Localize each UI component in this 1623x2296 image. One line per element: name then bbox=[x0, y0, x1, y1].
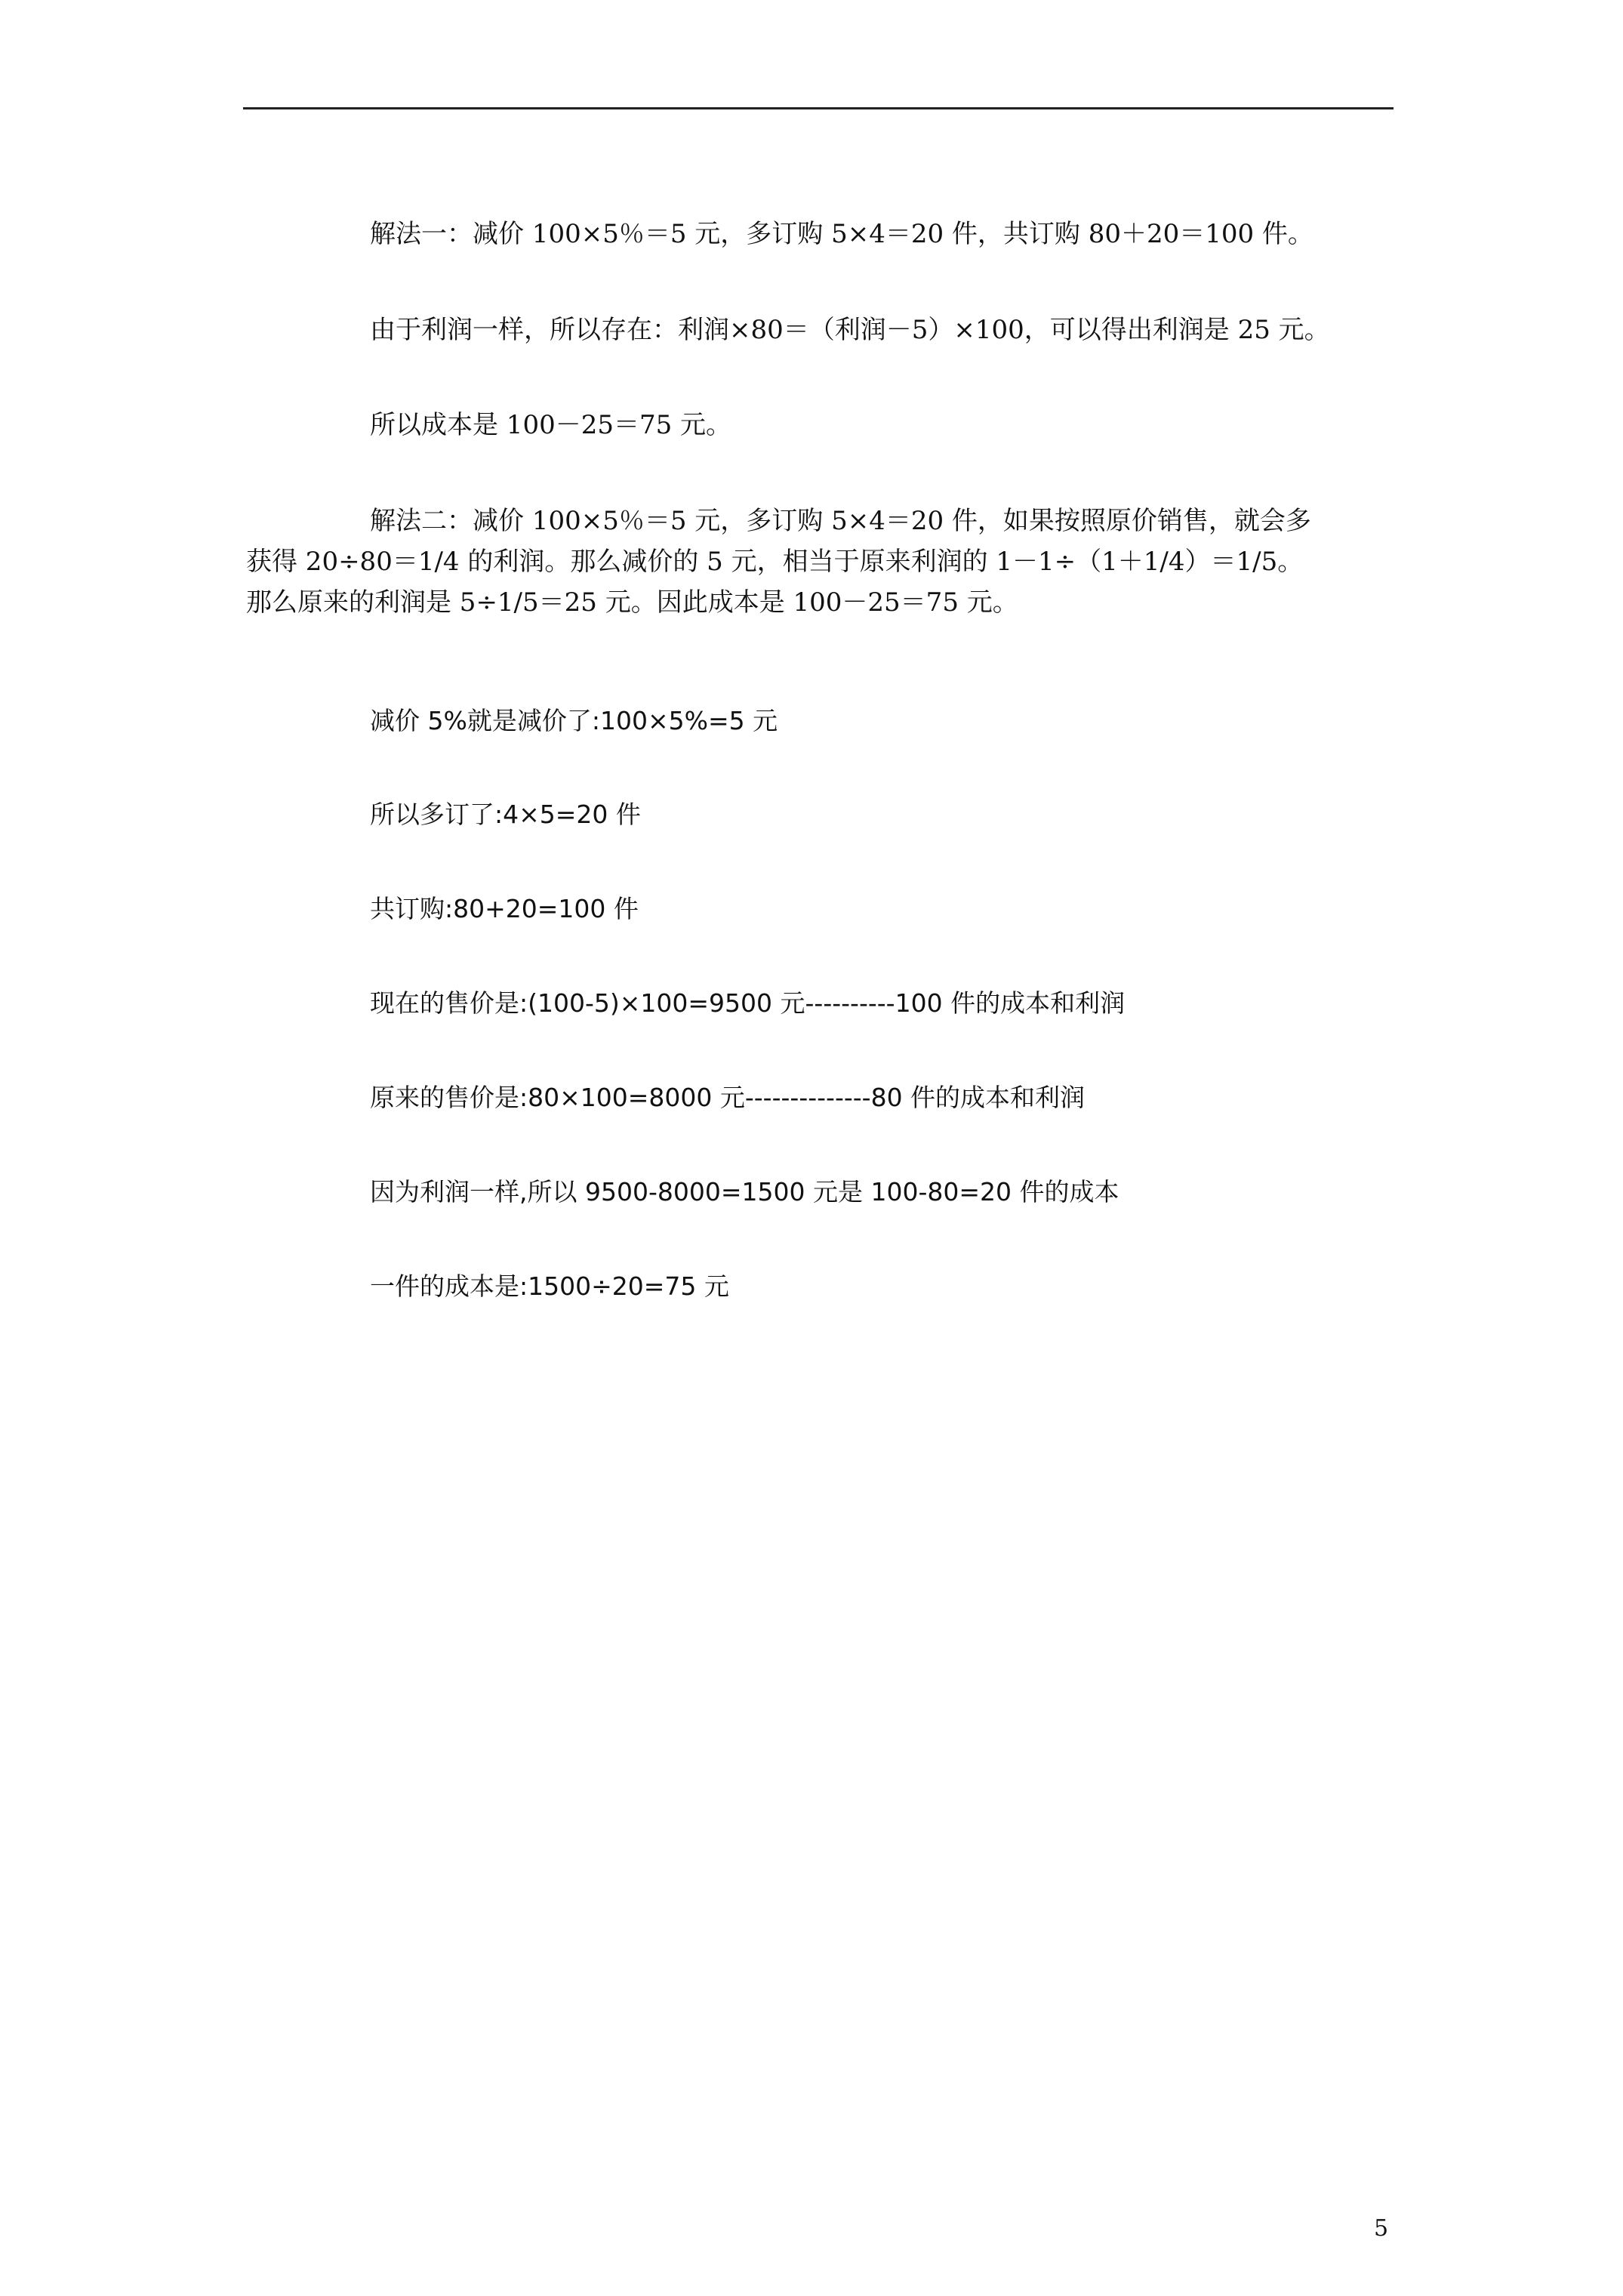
step-current-price: 现在的售价是:(100-5)×100=9500 元----------100 件的成本和利润 bbox=[370, 988, 1126, 1018]
method-two-line: 获得 20÷80＝1/4 的利润。那么减价的 5 元，相当于原来利润的 1－1÷（1＋1/4）＝1/5。 bbox=[246, 547, 1304, 577]
step-discount: 减价 5%就是减价了:100×5%=5 元 bbox=[370, 706, 778, 735]
step-total-order: 共订购:80+20=100 件 bbox=[370, 894, 639, 923]
header-rule bbox=[243, 107, 1394, 109]
step-original-price: 原来的售价是:80×100=8000 元--------------80 件的成本和利润 bbox=[370, 1083, 1086, 1112]
step-extra-order: 所以多订了:4×5=20 件 bbox=[370, 800, 641, 829]
method-one-paragraph: 解法一：减价 100×5％＝5 元，多订购 5×4＝20 件，共订购 80＋20＝100 件。 bbox=[370, 219, 1313, 249]
method-two-line: 解法二：减价 100×5％＝5 元，多订购 5×4＝20 件，如果按照原价销售，就会多 bbox=[370, 506, 1311, 536]
method-two-paragraph bbox=[246, 501, 1394, 623]
step-difference: 因为利润一样,所以 9500-8000=1500 元是 100-80=20 件的成本 bbox=[370, 1177, 1119, 1207]
profit-equation-paragraph: 由于利润一样，所以存在：利润×80＝（利润－5）×100，可以得出利润是 25 元。 bbox=[370, 315, 1330, 345]
page-number: 5 bbox=[1374, 2215, 1389, 2242]
step-unit-cost: 一件的成本是:1500÷20=75 元 bbox=[370, 1271, 729, 1301]
method-two-line: 那么原来的利润是 5÷1/5＝25 元。因此成本是 100－25＝75 元。 bbox=[246, 587, 1018, 618]
cost-result-paragraph: 所以成本是 100－25＝75 元。 bbox=[370, 410, 732, 440]
